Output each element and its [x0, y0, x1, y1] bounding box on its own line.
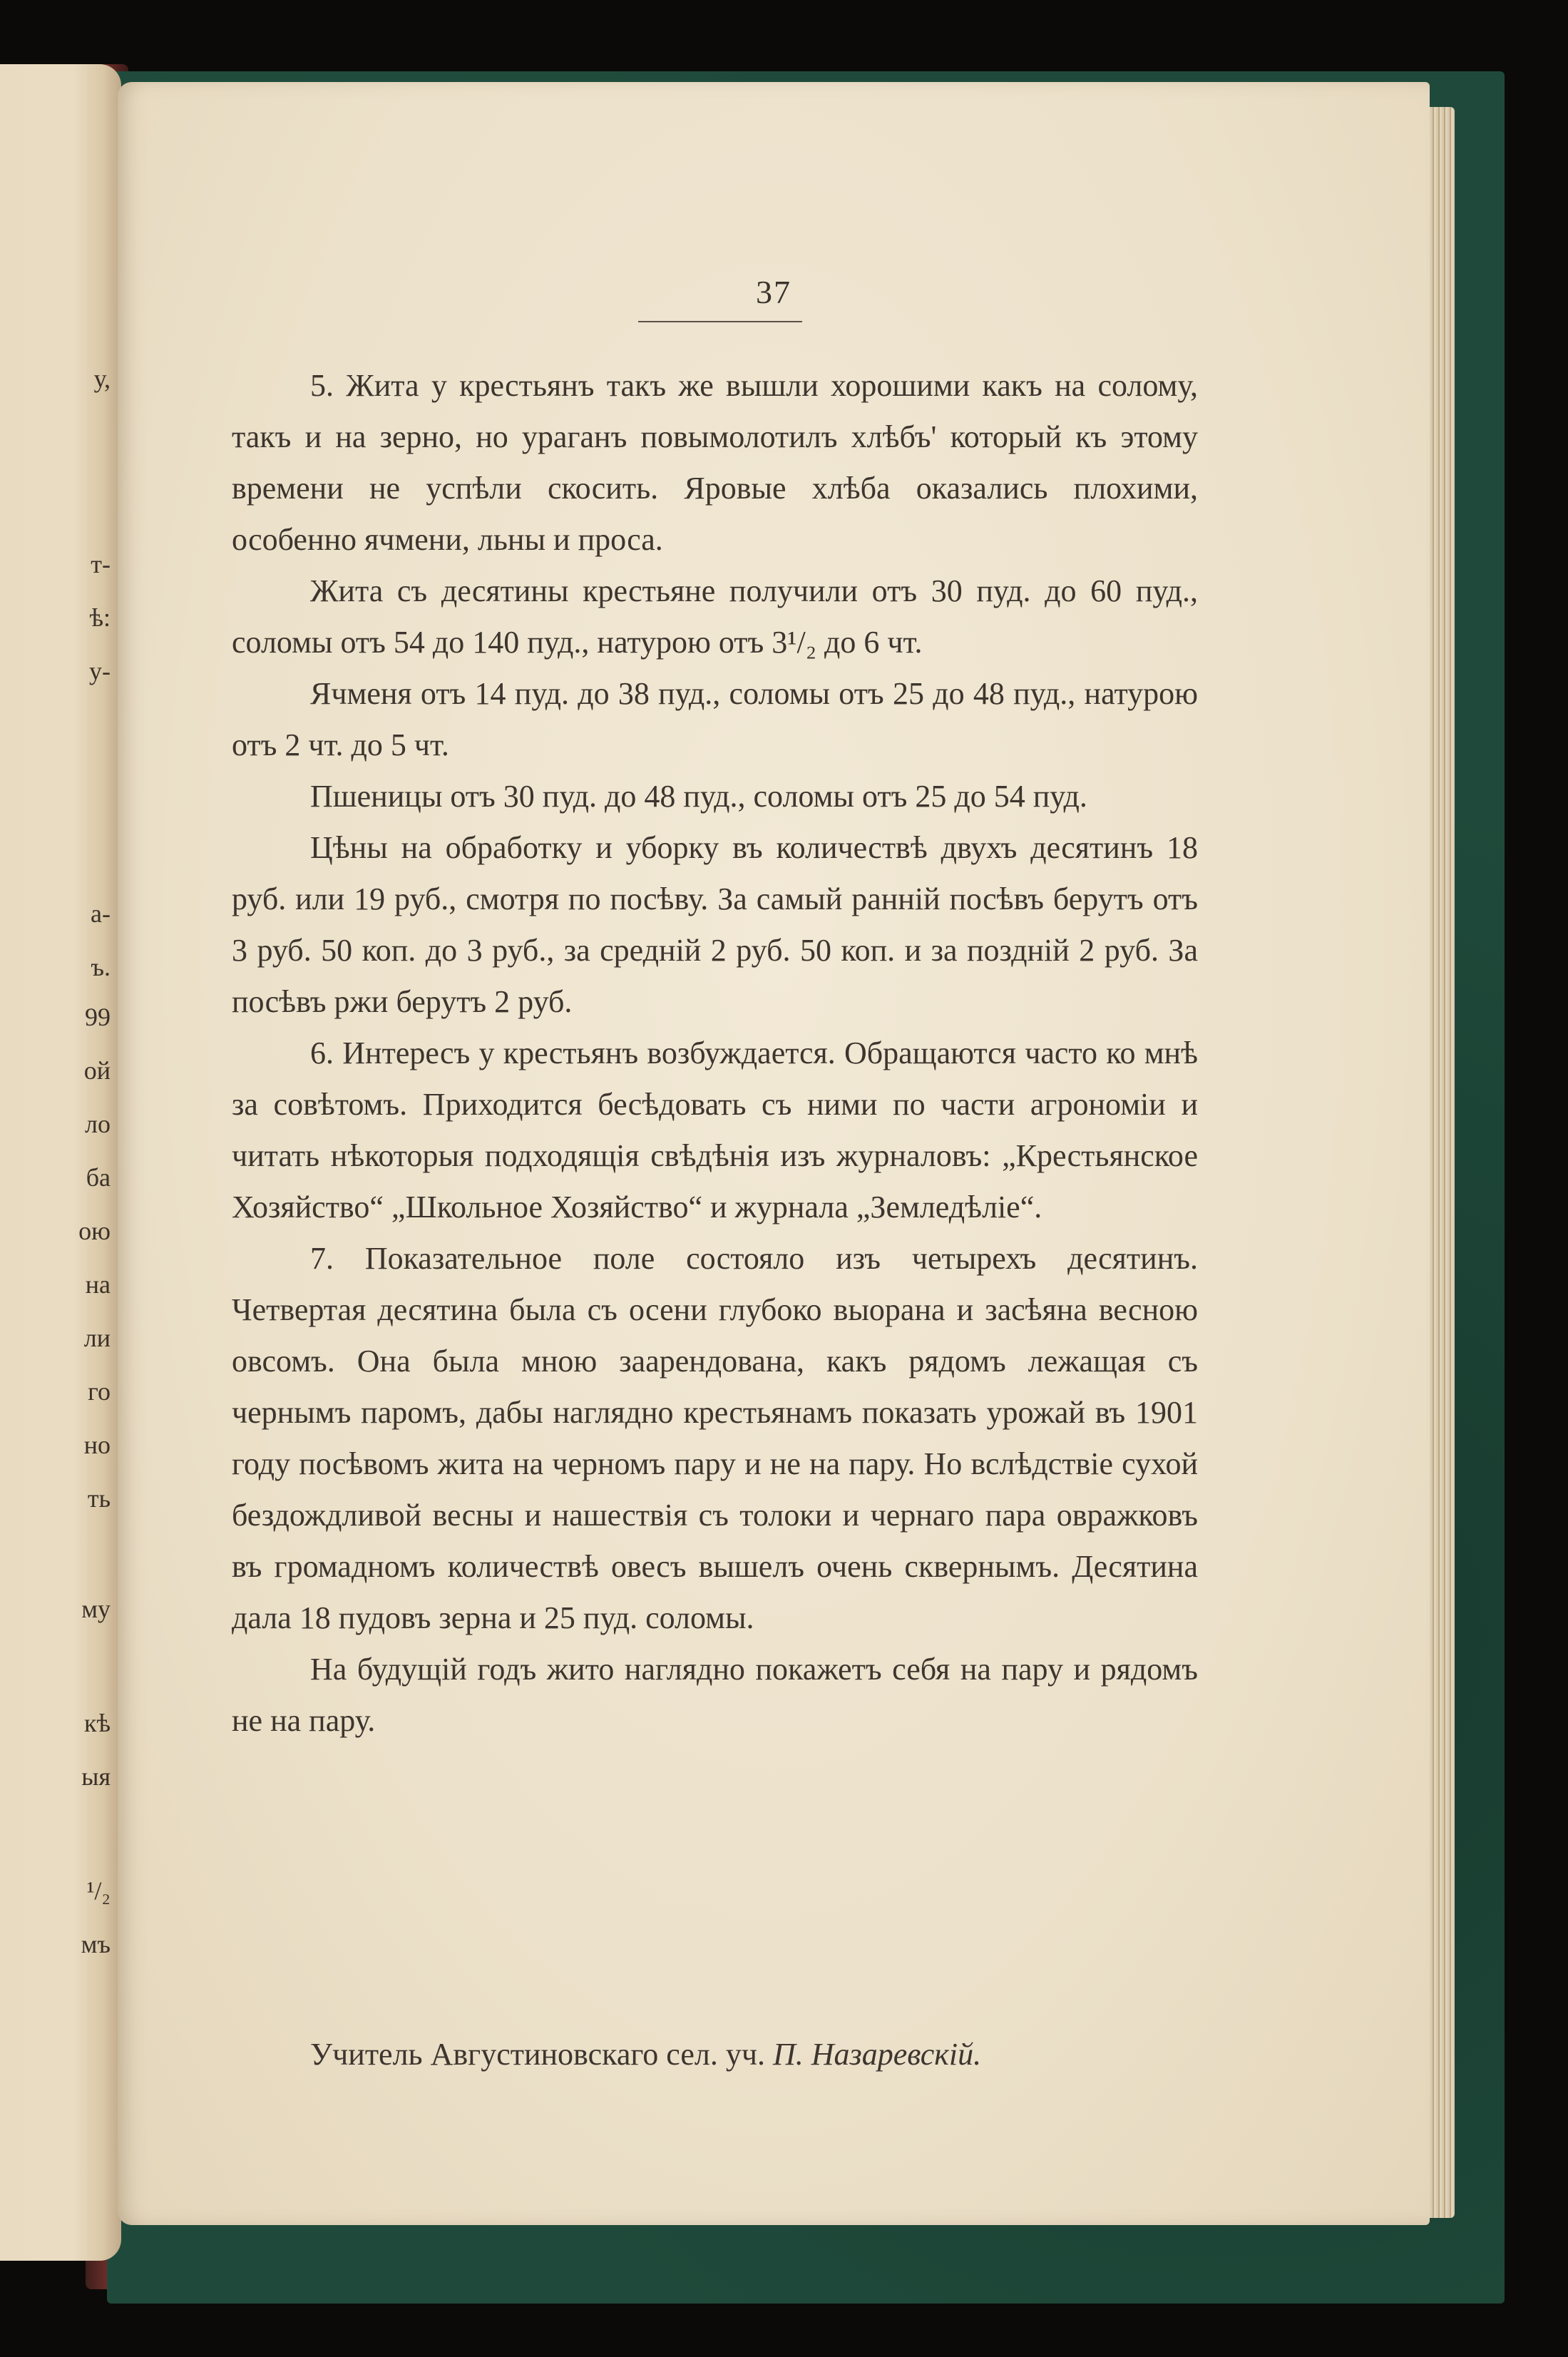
paragraph: 6. Интересъ у крестьянъ возбуждается. Обращаются часто ко мнѣ за совѣтомъ. Приходится бесѣдовать съ ними по части агрономіи и читать нѣкоторыя подходящія свѣдѣнія изъ журналовъ: „Крестьянское Хозяйство“ „Школьное Хозяйство“ и журнала „Земледѣліе“. — [232, 1036, 1198, 1224]
left-page-fragment: ою — [78, 1217, 111, 1245]
left-page-fragment: на — [85, 1270, 111, 1299]
page-number-rule — [638, 321, 802, 322]
left-page-fragment: ыя — [81, 1762, 111, 1791]
paragraph: Жита съ десятины крестьяне получили отъ 30 пуд. до 60 пуд., соломы отъ 54 до 140 пуд., натурою отъ 3¹/₂ до 6 чт. — [232, 573, 1198, 660]
paragraph: Ячменя отъ 14 пуд. до 38 пуд., соломы отъ 25 до 48 пуд., натурою отъ 2 чт. до 5 чт. — [232, 676, 1198, 762]
left-page-fragment: ѣ: — [89, 603, 111, 632]
left-page-fragment: ¹/₂ — [86, 1876, 111, 1905]
left-page-fragment: у, — [93, 364, 111, 393]
left-page-fragment: ой — [83, 1056, 111, 1085]
paragraph: 7. Показательное поле состояло изъ четырехъ десятинъ. Четвертая десятина была съ осени глубоко выорана и засѣяна весною овсомъ. Она была мною заарендована, какъ рядомъ лежащая съ чернымъ паромъ, дабы наглядно крестьянамъ показать урожай въ 1901 году посѣвомъ жита на черномъ пару и не на пару. Но вслѣдствіе сухой бездождливой весны и нашествія съ толоки и чернаго пара овражковъ въ громадномъ количествѣ овесъ вышелъ очень сквернымъ. Десятина дала 18 пудовъ зерна и 25 пуд. соломы. — [232, 1241, 1198, 1635]
left-page — [0, 64, 121, 2261]
left-page-fragment: 99 — [85, 1003, 111, 1031]
left-page-fragment: ъ. — [91, 953, 111, 981]
body-text — [232, 360, 1198, 1747]
left-page-fragment: ть — [87, 1484, 111, 1513]
left-page-fragment: кѣ — [83, 1709, 111, 1737]
left-page-fragment: го — [88, 1377, 111, 1406]
left-page-fragment: му — [81, 1595, 111, 1623]
paragraph: Пшеницы отъ 30 пуд. до 48 пуд., соломы отъ 25 до 54 пуд. — [310, 779, 1087, 814]
left-page-fragment: но — [83, 1431, 111, 1459]
left-page-fragment: ба — [86, 1163, 111, 1192]
paragraph: Цѣны на обработку и уборку въ количествѣ двухъ десятинъ 18 руб. или 19 руб., смотря по посѣву. За самый ранній посѣвъ берутъ отъ 3 руб. 50 коп. до 3 руб., за средній 2 руб. 50 коп. и за поздній 2 руб. За посѣвъ ржи берутъ 2 руб. — [232, 830, 1198, 1019]
left-page-fragment: а- — [91, 899, 111, 928]
left-page-fragment: ли — [83, 1324, 111, 1352]
paragraph: 5. Жита у крестьянъ такъ же вышли хорошими какъ на солому, такъ и на зерно, но ураганъ повымолотилъ хлѣбъ' который къ этому времени не успѣли скосить. Яровые хлѣба оказались плохими, особенно ячмени, льны и проса. — [232, 368, 1198, 557]
left-page-fragment: ло — [85, 1110, 111, 1138]
left-page-fragment: у- — [89, 657, 111, 685]
signature-name: П. Назаревскій. — [772, 2037, 982, 2072]
signature-role: Учитель Августиновскаго сел. уч. — [310, 2037, 765, 2072]
paragraph: На будущій годъ жито наглядно покажетъ себя на пару и рядомъ не на пару. — [232, 1652, 1198, 1738]
page-number: 37 — [756, 274, 791, 310]
left-page-fragment: т- — [91, 550, 111, 578]
left-page-fragment: мъ — [81, 1930, 111, 1958]
right-page — [118, 82, 1430, 2225]
signature-line — [310, 2029, 1201, 2080]
